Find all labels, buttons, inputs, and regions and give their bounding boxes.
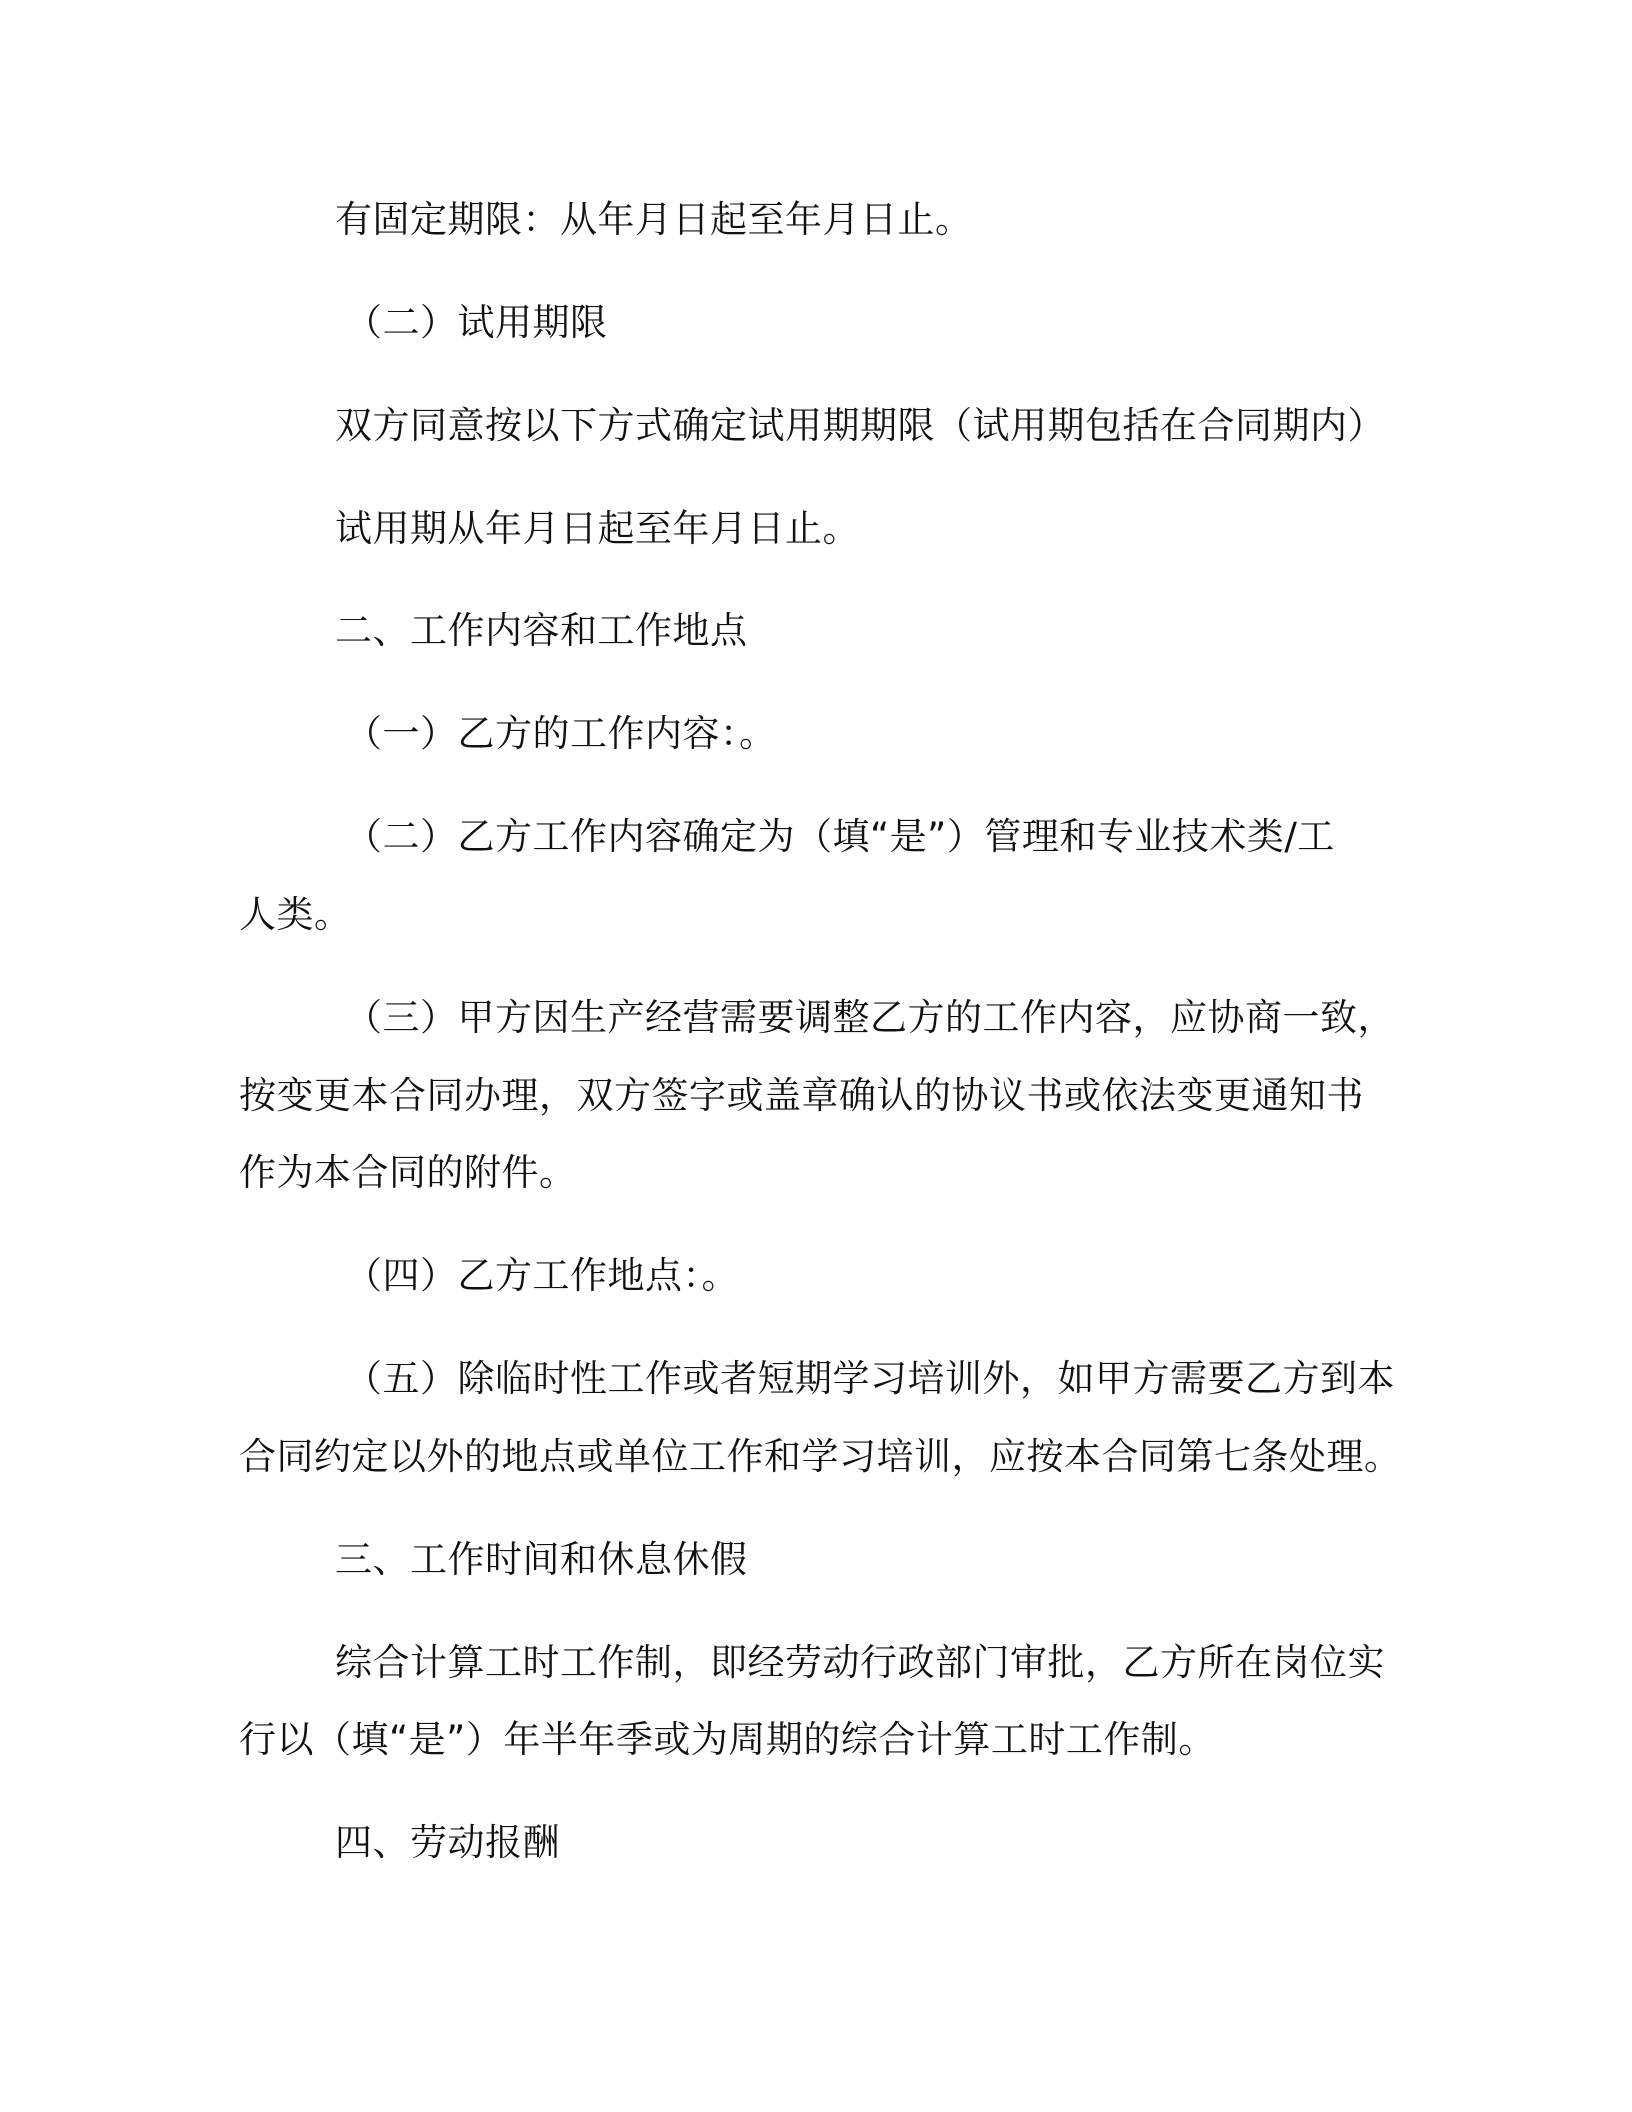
hours-system-line-1: 综合计算工时工作制，即经劳动行政部门审批，乙方所在岗位实 [335, 1641, 1385, 1684]
temporary-work-line-1: （五）除临时性工作或者短期学习培训外，如甲方需要乙方到本 [345, 1357, 1395, 1400]
work-content-line: （一）乙方的工作内容：。 [345, 712, 777, 755]
probation-period-line: 试用期从年月日起至年月日止。 [335, 507, 860, 550]
probation-agreement-line: 双方同意按以下方式确定试用期期限（试用期包括在合同期内） [335, 404, 1385, 447]
section-4-heading: 四、劳动报酬 [335, 1821, 560, 1864]
adjust-content-line-1: （三）甲方因生产经营需要调整乙方的工作内容，应协商一致， [345, 996, 1395, 1039]
adjust-content-line-3: 作为本合同的附件。 [239, 1151, 577, 1194]
work-location-line: （四）乙方工作地点：。 [345, 1254, 739, 1297]
temporary-work-line-2: 合同约定以外的地点或单位工作和学习培训，应按本合同第七条处理。 [239, 1435, 1402, 1478]
probation-heading: （二）试用期限 [345, 301, 608, 344]
section-3-heading: 三、工作时间和休息休假 [335, 1538, 748, 1581]
work-type-line-2: 人类。 [239, 893, 352, 936]
hours-system-line-2: 行以（填“是”）年半年季或为周期的综合计算工时工作制。 [239, 1718, 1216, 1761]
section-2-heading: 二、工作内容和工作地点 [335, 609, 748, 652]
fixed-term-line: 有固定期限：从年月日起至年月日止。 [335, 198, 973, 241]
adjust-content-line-2: 按变更本合同办理，双方签字或盖章确认的协议书或依法变更通知书 [239, 1074, 1364, 1117]
work-type-line-1: （二）乙方工作内容确定为（填“是”）管理和专业技术类/工 [345, 815, 1335, 858]
